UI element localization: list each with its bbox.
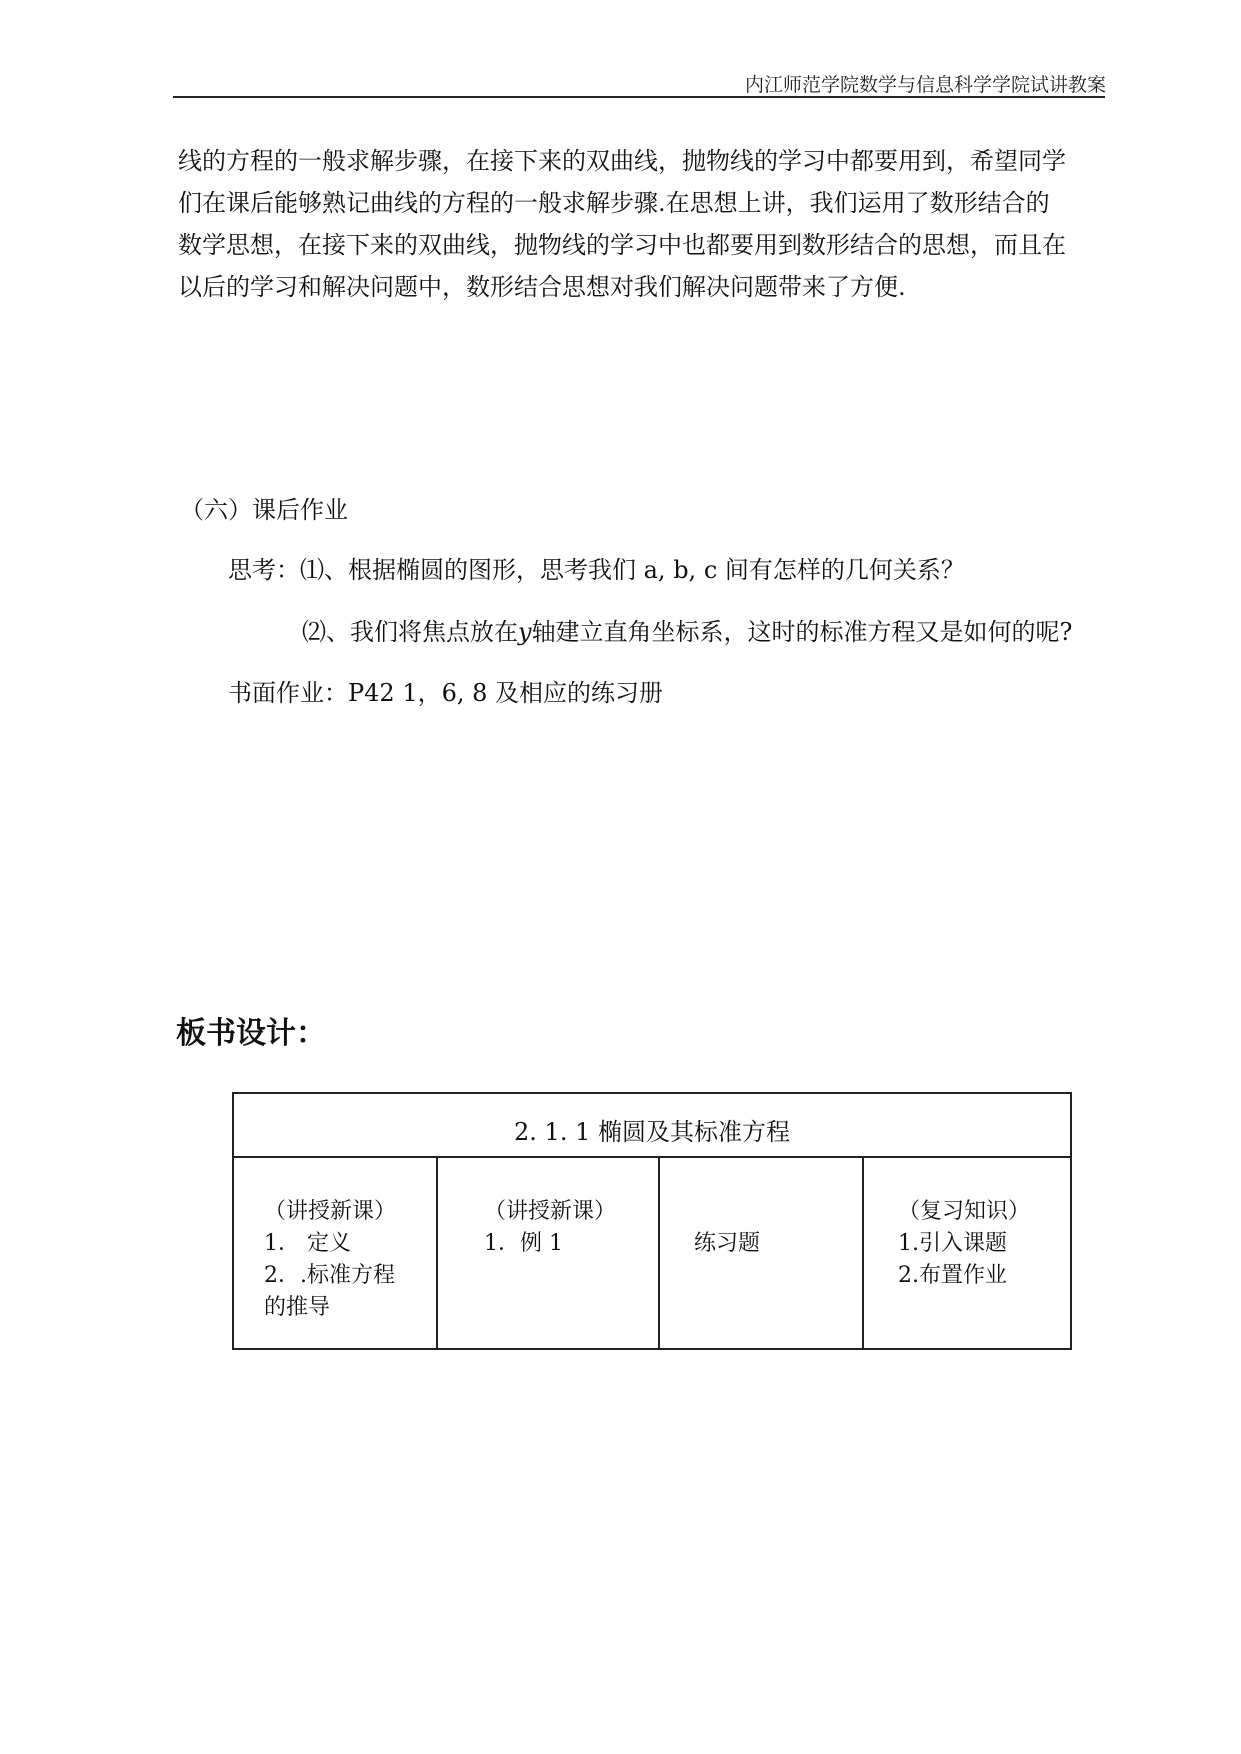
cell-line: 1.引入课题 xyxy=(898,1231,1007,1256)
document-header-title: 内江师范学院数学与信息科学学院试讲教案 xyxy=(744,74,1106,96)
think-question-2-text-a: ⑵、我们将焦点放在 xyxy=(302,618,518,646)
cell-line: 的推导 xyxy=(264,1295,331,1320)
paragraph-line: 以后的学习和解决问题中，数形结合思想对我们解决问题带来了方便. xyxy=(178,273,906,301)
cell-line: 2．.标准方程 xyxy=(264,1263,395,1288)
cell-line: （讲授新课） xyxy=(484,1199,617,1224)
column-divider xyxy=(658,1158,660,1348)
blackboard-title: 2. 1. 1 椭圆及其标准方程 xyxy=(234,1094,1070,1158)
cell-line: 练习题 xyxy=(694,1231,761,1256)
cell-line: 1．例 1 xyxy=(484,1231,563,1256)
blackboard-table xyxy=(232,1092,1072,1350)
board-column-review xyxy=(898,1196,1030,1292)
paragraph-line: 们在课后能够熟记曲线的方程的一般求解步骤.在思想上讲，我们运用了数形结合的 xyxy=(178,189,1050,217)
board-column-new-lesson-1 xyxy=(264,1196,396,1324)
blackboard-design-heading: 板书设计： xyxy=(176,1016,326,1051)
column-divider xyxy=(436,1158,438,1348)
cell-line: 2.布置作业 xyxy=(898,1263,1007,1288)
board-column-new-lesson-2 xyxy=(484,1196,616,1260)
header-rule xyxy=(173,96,1105,98)
summary-paragraph xyxy=(178,140,1102,308)
board-column-exercises xyxy=(694,1228,760,1260)
cell-line: （复习知识） xyxy=(898,1199,1031,1224)
cell-line: 1． 定义 xyxy=(264,1231,351,1256)
think-question-1: 思考：⑴、根据椭圆的图形，思考我们 a, b, c 间有怎样的几何关系？ xyxy=(228,556,965,584)
think-question-2 xyxy=(302,612,1072,647)
written-homework: 书面作业：P42 1，6, 8 及相应的练习册 xyxy=(228,679,664,707)
paragraph-line: 线的方程的一般求解步骤，在接下来的双曲线，抛物线的学习中都要用到，希望同学 xyxy=(178,147,1066,175)
homework-section-title: （六）课后作业 xyxy=(180,496,348,524)
column-divider xyxy=(862,1158,864,1348)
cell-line: （讲授新课） xyxy=(264,1199,397,1224)
variable-y: y xyxy=(518,618,532,646)
paragraph-line: 数学思想，在接下来的双曲线，抛物线的学习中也都要用到数形结合的思想，而且在 xyxy=(178,231,1066,259)
think-question-2-text-b: 轴建立直角坐标系，这时的标准方程又是如何的呢? xyxy=(531,618,1073,646)
